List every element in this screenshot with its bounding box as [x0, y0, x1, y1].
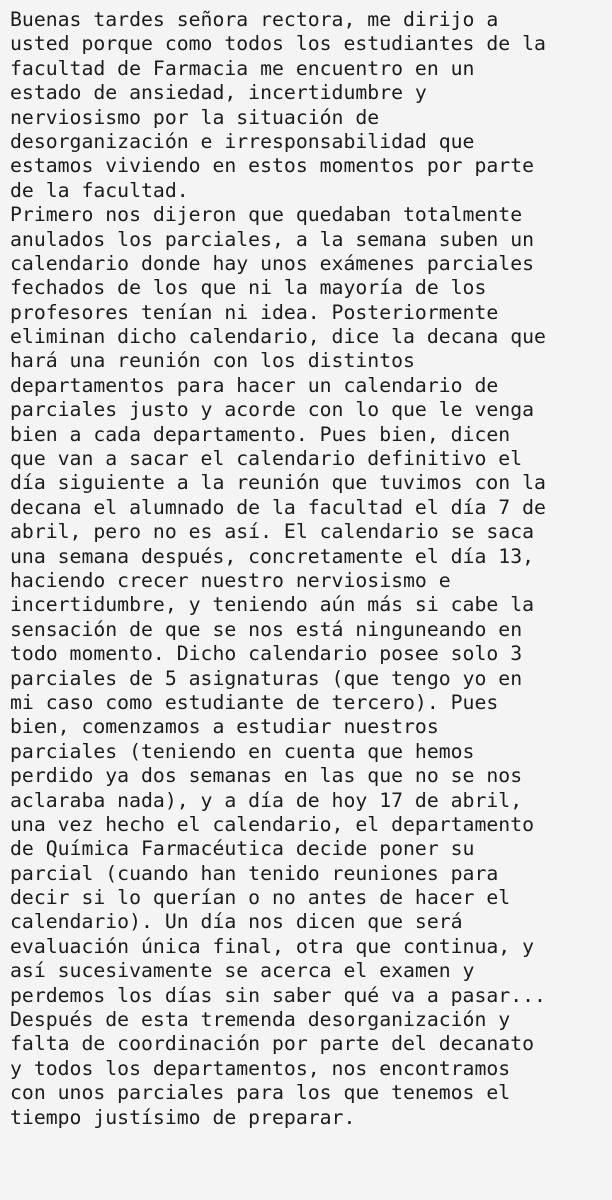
- letter-line: todo momento. Dicho calendario posee solo 3: [10, 642, 523, 666]
- letter-line: decir si lo querían o no antes de hacer el: [10, 886, 511, 910]
- letter-line: con unos parciales para los que tenemos el: [10, 1081, 511, 1105]
- letter-line: bien a cada departamento. Pues bien, dicen: [10, 422, 511, 446]
- letter-line: departamentos para hacer un calendario de: [10, 373, 499, 397]
- letter-line: abril, pero no es así. El calendario se saca: [10, 520, 535, 544]
- letter-line: aclaraba nada), y a día de hoy 17 de abril,: [10, 788, 523, 812]
- letter-line: una vez hecho el calendario, el departamento: [10, 812, 535, 836]
- letter-line: calendario donde hay unos exámenes parciales: [10, 251, 535, 275]
- letter-line: mi caso como estudiante de tercero). Pues: [10, 690, 499, 714]
- letter-line: desorganización e irresponsabilidad que: [10, 129, 475, 153]
- letter-line: parciales (teniendo en cuenta que hemos: [10, 739, 475, 763]
- letter-line: que van a sacar el calendario definitivo el: [10, 447, 523, 471]
- letter-line: de Química Farmacéutica decide poner su: [10, 837, 475, 861]
- letter-line: decana el alumnado de la facultad el día 7 de: [10, 495, 546, 519]
- letter-line: parciales de 5 asignaturas (que tengo yo en: [10, 666, 523, 690]
- letter-line: falta de coordinación por parte del decanato: [10, 1032, 535, 1056]
- letter-line: y todos los departamentos, nos encontramos: [10, 1056, 511, 1080]
- letter-line: Después de esta tremenda desorganización y: [10, 1008, 511, 1032]
- letter-line: de la facultad.: [10, 178, 189, 202]
- letter-line: haciendo crecer nuestro nerviosismo e: [10, 568, 451, 592]
- letter-line: estamos viviendo en estos momentos por parte: [10, 154, 535, 178]
- letter-line: sensación de que se nos está ninguneando en: [10, 617, 523, 641]
- letter-line: nerviosismo por la situación de: [10, 105, 380, 129]
- letter-line: facultad de Farmacia me encuentro en un: [10, 56, 475, 80]
- letter-line: profesores tenían ni idea. Posteriormente: [10, 300, 499, 324]
- letter-line: evaluación única final, otra que continua, y: [10, 934, 535, 958]
- letter-line: así sucesivamente se acerca el examen y: [10, 959, 475, 983]
- letter-line: eliminan dicho calendario, dice la decana que: [10, 325, 546, 349]
- letter-line: parcial (cuando han tenido reuniones para: [10, 861, 499, 885]
- letter-line: Buenas tardes señora rectora, me dirijo a: [10, 8, 499, 31]
- letter-line: estado de ansiedad, incertidumbre y: [10, 81, 427, 105]
- letter-line: calendario). Un día nos dicen que será: [10, 910, 463, 934]
- letter-line: tiempo justísimo de preparar.: [10, 1105, 356, 1129]
- letter-line: incertidumbre, y teniendo aún más si cabe la: [10, 593, 535, 617]
- letter-line: bien, comenzamos a estudiar nuestros: [10, 715, 439, 739]
- letter-line: parciales justo y acorde con lo que le venga: [10, 398, 535, 422]
- letter-line: fechados de los que ni la mayoría de los: [10, 276, 487, 300]
- letter-line: anulados los parciales, a la semana suben un: [10, 227, 535, 251]
- letter-line: día siguiente a la reunión que tuvimos con la: [10, 471, 546, 495]
- letter-body: [10, 8, 606, 1130]
- letter-line: perdido ya dos semanas en las que no se nos: [10, 764, 523, 788]
- letter-line: usted porque como todos los estudiantes de la: [10, 32, 546, 56]
- letter-line: perdemos los días sin saber qué va a pasar...: [10, 983, 546, 1007]
- letter-line: hará una reunión con los distintos: [10, 349, 415, 373]
- letter-line: Primero nos dijeron que quedaban totalmente: [10, 203, 523, 227]
- letter-line: una semana después, concretamente el día 13,: [10, 544, 535, 568]
